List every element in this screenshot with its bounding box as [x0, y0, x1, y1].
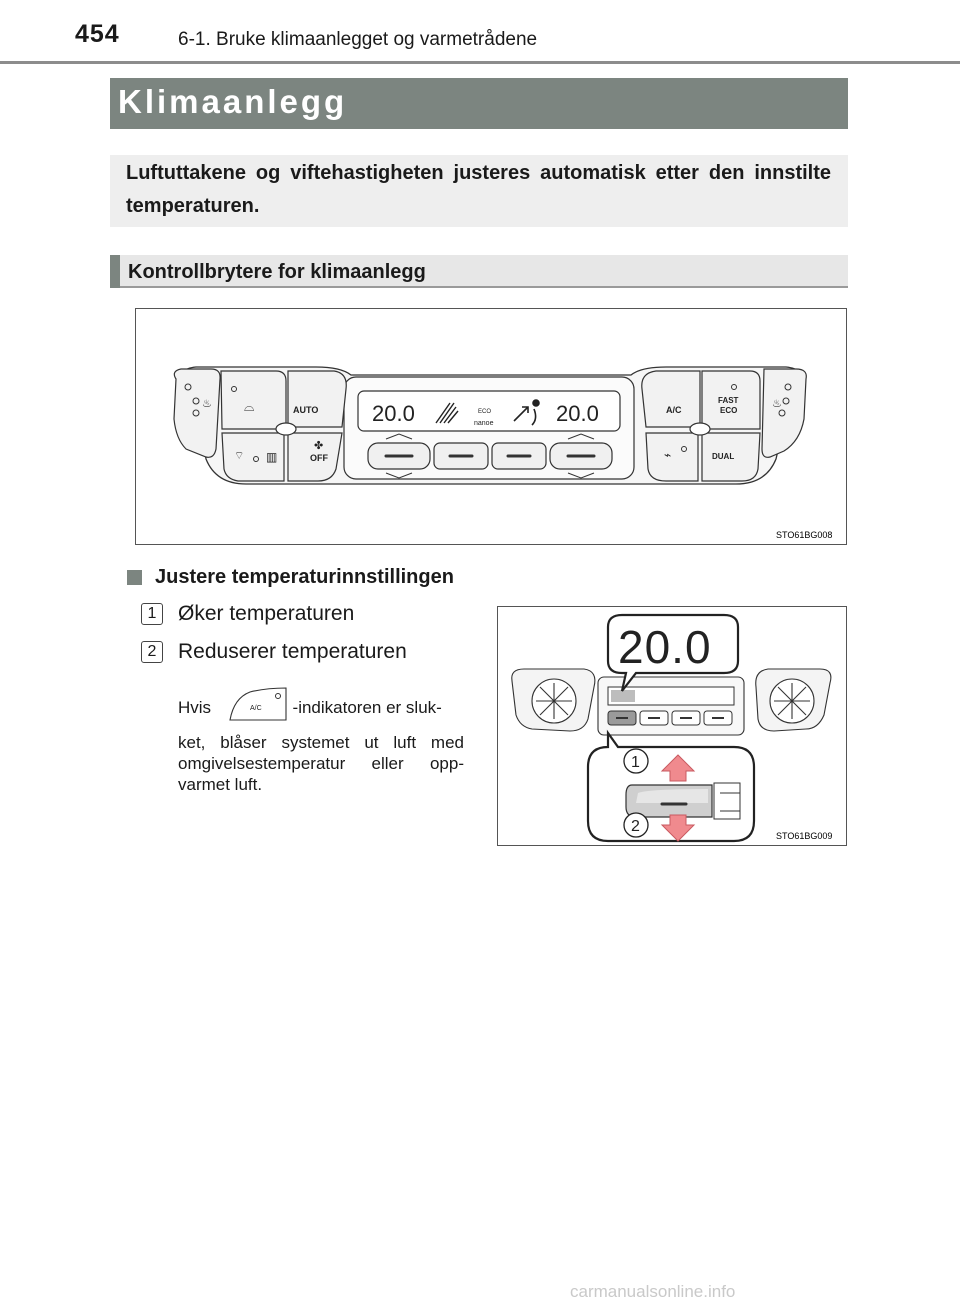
subsection-bar-accent: [110, 255, 120, 288]
note-rest: ket, blåser systemet ut luft med omgivelsestemperatur eller opp-varmet luft.: [178, 733, 464, 794]
running-header: 6-1. Bruke klimaanlegget og varmetrådene: [178, 29, 538, 50]
item-text-decrease: Reduserer temperaturen: [178, 640, 407, 663]
seat-heater-icon-right: ♨: [772, 398, 782, 410]
outside-air-button[interactable]: [646, 433, 698, 481]
dual-label: DUAL: [712, 452, 735, 461]
temperature-switch-figure: [497, 606, 847, 846]
center-panel: [598, 677, 744, 735]
header-rule: [0, 61, 960, 64]
watermark: carmanualsonline.info: [570, 1282, 736, 1301]
ac-inline-icon: [226, 686, 292, 727]
note-first-line: [178, 697, 464, 718]
rear-defog-icon: ▥: [266, 450, 278, 464]
fast-label: FAST: [718, 396, 739, 405]
right-vent: [756, 669, 831, 731]
auto-button[interactable]: [288, 371, 346, 427]
note-suffix: -indikatoren er sluk-: [292, 698, 442, 717]
recirculation-icon: ⌔: [234, 450, 245, 462]
right-center-knob: [690, 423, 710, 435]
climate-control-panel-figure: [135, 308, 847, 545]
right-button-cluster: [642, 369, 807, 481]
item-text-increase: Øker temperaturen: [178, 602, 355, 625]
note-prefix: Hvis: [178, 698, 212, 717]
auto-label: AUTO: [293, 405, 319, 415]
left-vent: [512, 669, 595, 731]
intro-text: Luftuttakene og viftehastigheten justeres automatisk etter den innstilte temperaturen.: [126, 162, 831, 217]
ac-button[interactable]: [642, 371, 700, 427]
figure1-code: STO61BG008: [776, 530, 833, 540]
subsection-title: Kontrollbrytere for klimaanlegg: [128, 261, 426, 283]
callout-number-1: 1: [631, 754, 640, 771]
climate-control-panel-illustration: [136, 309, 846, 544]
zoomed-temp-readout: 20.0: [618, 621, 712, 673]
page-number: 454: [75, 20, 120, 48]
left-display-highlight: [611, 690, 635, 702]
heading-square-bullet: [127, 570, 142, 585]
left-center-knob: [276, 423, 296, 435]
seat-heater-icon: ♨: [202, 398, 212, 410]
ac-inline-label: A/C: [250, 705, 262, 712]
car-air-icon: ⌁: [664, 448, 672, 462]
ac-label: A/C: [666, 405, 682, 415]
off-label: OFF: [310, 453, 328, 463]
item-number-1: 1: [141, 603, 163, 625]
windshield-defog-icon: ⌓: [244, 399, 255, 414]
right-temp-readout: 20.0: [556, 401, 599, 426]
callout-number-2: 2: [631, 818, 640, 835]
figure2-code: STO61BG009: [776, 831, 833, 841]
fan-icon: ✤: [314, 440, 324, 452]
temperature-heading: Justere temperaturinnstillingen: [155, 566, 454, 588]
temperature-switch-illustration: [498, 607, 846, 845]
eco-label: ECO: [720, 406, 738, 415]
right-seat-heater-button[interactable]: [762, 369, 806, 457]
left-seat-heater-button[interactable]: [174, 369, 220, 457]
item-number-2: 2: [141, 641, 163, 663]
eco-indicator: ECO: [478, 409, 492, 415]
section-title: Klimaanlegg: [118, 83, 348, 120]
left-button-cluster: [174, 369, 346, 481]
nanoe-indicator: nanoe: [474, 420, 494, 427]
left-temp-readout: 20.0: [372, 401, 415, 426]
